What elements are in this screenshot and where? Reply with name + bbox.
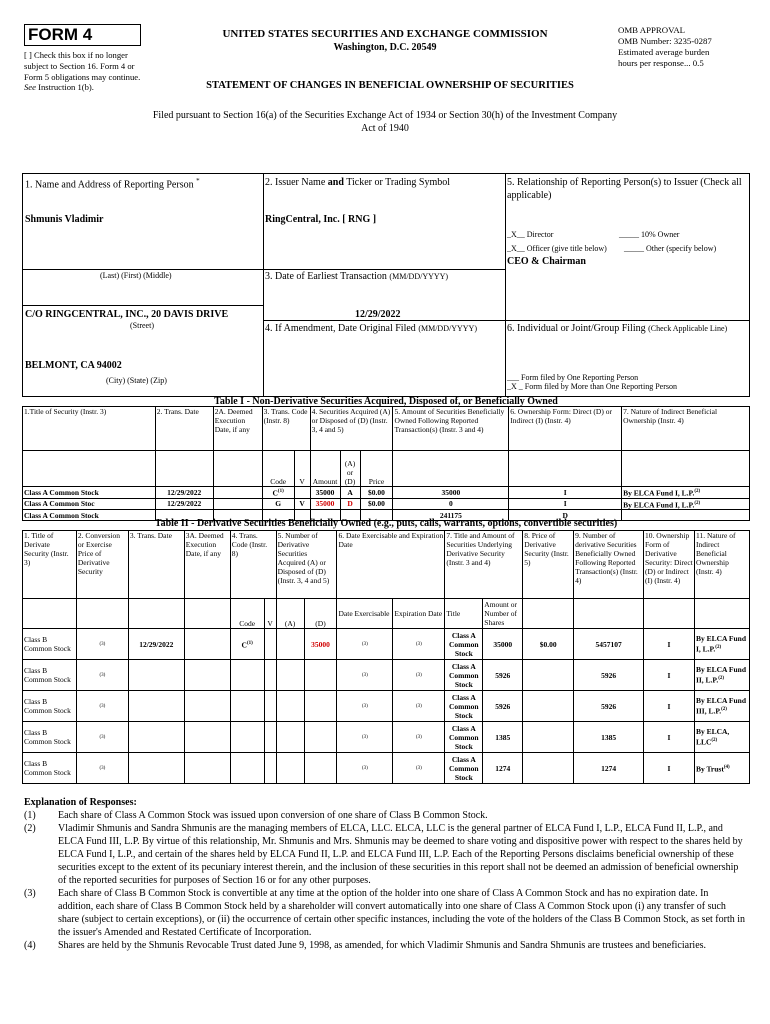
t2-utitle [445,660,483,691]
footnote-ref: (2) [694,500,701,506]
t2-date [128,753,184,784]
t1-h-date: 2. Trans. Date [155,407,213,451]
t2-price [523,629,574,660]
t2-exer-value: (3) [362,765,368,771]
filing-option-one: ___ Form filed by One Reporting Person [507,373,639,382]
reporting-city: BELMONT, CA 94002 [25,360,122,371]
t2-utitle [445,629,483,660]
table-row [23,498,750,510]
t1-code [262,487,294,499]
t2-h-owned: 9. Number of derivative Securities Beneficially Owned Following Reported Transaction(s) (Instr. 4) [574,531,644,599]
t2-price [523,660,574,691]
filed-pursuant: Filed pursuant to Section 16(a) of the Securities Exchange Act of 1934 or Section 30(h) of the Investment Company Act of 1940 [152,110,618,134]
t2-expi [393,629,445,660]
street-caption: (Street) [130,321,154,330]
table1-title: Table I - Non-Derivative Securities Acquired, Disposed of, or Beneficially Owned [214,396,558,407]
t1-nature [622,498,750,510]
note-text: Shares are held by the Shmunis Revocable Trust dated June 9, 1998, as amended, for which Vladimir Shmunis and Sandra Shmunis are trustees and beneficiaries. [58,940,707,951]
t2-v [264,660,276,691]
table1 [22,406,750,521]
t2-owned [574,660,644,691]
box2-label [265,177,450,188]
t2-uamount [483,660,523,691]
t1-date-value: 12/29/2022 [167,499,202,509]
t1-form-value: I [563,487,567,497]
list-item [24,939,746,952]
box4-label [265,323,477,334]
t1-price-value: $0.00 [368,487,385,497]
t2-sub-a: (A) [276,599,304,629]
t2-title-value: Class B Common Stock [24,635,71,653]
box6-label [507,323,747,335]
box2-label-a: 2. Issuer Name [265,177,326,188]
t2-title [23,629,77,660]
t2-price [523,753,574,784]
t1-date [155,498,213,510]
agency-title: UNITED STATES SECURITIES AND EXCHANGE COMMISSION [222,28,548,40]
t1-deemed [213,498,262,510]
t2-code [230,660,264,691]
t1-sub-amount: Amount [310,451,340,487]
t2-code [230,629,264,660]
box6-label-text: 6. Individual or Joint/Group Filing [507,323,646,334]
t2-d [304,660,337,691]
t2-nature [694,753,749,784]
t1-ad-value: D [347,499,353,509]
t2-price-value: $0.00 [539,639,557,649]
t2-exer [337,629,393,660]
statement-title: STATEMENT OF CHANGES IN BENEFICIAL OWNERSHIP OF SECURITIES [206,80,574,91]
t2-deemed [184,660,230,691]
list-item [24,822,746,887]
t2-d [304,691,337,722]
t2-owned [574,629,644,660]
t2-uamount [483,722,523,753]
t2-date [128,629,184,660]
t1-amount-value: 35000 [315,499,335,509]
reporting-person-name: Shmunis Vladimir [25,214,104,225]
t2-a [276,753,304,784]
t1-owned [393,487,509,499]
t2-nature-value: By ELCA Fund II, L.P. [695,665,746,685]
t2-uamount-value: 35000 [493,639,513,649]
t1-amount [310,487,340,499]
t2-h-number: 5. Number of Derivative Securities Acquired (A) or Disposed of (D) (Instr. 3, 4 and 5) [276,531,337,599]
t1-sub-code: Code [262,451,294,487]
t2-title-value: Class B Common Stock [24,759,71,777]
t2-exer-value: (3) [362,734,368,740]
t2-title-value: Class B Common Stock [24,697,71,715]
t2-form-value: I [667,670,671,680]
explanation-section [24,796,746,952]
t2-sub-expiration: Expiration Date [393,599,445,629]
director-option: _X__ Director [507,230,554,239]
t2-utitle-value: Class A Common Stock [449,630,479,658]
t2-conv [76,691,128,722]
t2-utitle [445,753,483,784]
t2-form [644,722,695,753]
t1-form-value: I [563,499,567,509]
t1-code-value: G [275,499,282,509]
omb-line-4: hours per response... 0.5 [618,58,704,68]
t2-a [276,660,304,691]
t2-title [23,753,77,784]
t2-conv [76,660,128,691]
explanation-title: Explanation of Responses: [24,797,137,808]
t2-exer [337,753,393,784]
t1-sub-v: V [294,451,310,487]
t2-uamount-value: 5926 [495,670,511,680]
t2-h-conversion: 2. Conversion or Exercise Price of Derivative Security [76,531,128,599]
t1-title [23,487,156,499]
t2-owned-value: 5457107 [595,639,622,649]
box5-label: 5. Relationship of Reporting Person(s) to Issuer (Check all applicable) [507,177,742,201]
t2-expi [393,660,445,691]
t2-utitle [445,722,483,753]
t2-exer [337,660,393,691]
t2-uamount [483,629,523,660]
note-text: Each share of Class B Common Stock is convertible at any time at the option of the holder into one share of Class A Common Stock and has no expiration date. In addition, each share of Class B Common Stock held by a shareholder will convert automatically into one share of Class A Common Stock upon (i) any transfer of such share (subject to certain exceptions), or (ii) the occurrence of certain other specific instances, including the vote of the holders of the Class B Common Stock, as set forth in the issuer's Amended and Restated Certificate of Incorporation. [58,888,746,938]
t1-h-title: 1.Title of Security (Instr. 3) [23,407,156,451]
t2-sub-amount: Amount or Number of Shares [483,599,523,629]
t2-h-form: 10. Ownership Form of Derivative Security: Direct (D) or Indirect (I) (Instr. 4) [644,531,695,599]
checkbox-note-text: [ ] Check this box if no longer subject to Section 16. Form 4 or Form 5 obligations may continue. [24,50,141,82]
t2-uamount-value: 5926 [495,701,511,711]
t2-conv [76,629,128,660]
t2-sub-title: Title [445,599,483,629]
table-row [23,660,750,691]
t2-h-exercisable: 6. Date Exercisable and Expiration Date [337,531,445,599]
t2-utitle-value: Class A Common Stock [449,723,479,751]
t1-sub-ad: (A) or (D) [340,451,360,487]
t2-expi-value: (3) [415,734,422,740]
t2-expi-value: (3) [415,672,422,678]
t2-form [644,753,695,784]
note-text: Vladimir Shmunis and Sandra Shmunis are the managing members of ELCA, LLC. ELCA, LLC is the general partner of ELCA Fund I, L.P., ELCA Fund II, L.P., and ELCA Fund III, L.P. By virtue of this relationship, Mr. Shmunis and Mrs. Shmunis may be deemed to share voting and dispositive power with respect to the shares held by ELCA Fund I, L.P., and certain of the shares held by ELCA Fund II, L.P. and ELCA Fund III, L.P. Each of the Reporting Persons disclaims beneficial ownership of these securities except to the extent of its pecuniary interest therein, and the inclusion of these securities in this report shall not be deemed an admission of beneficial ownership of the reported securities for purposes of Section 16 or for any other purposes. [58,823,743,886]
other-option: _____ Other (specify below) [624,244,717,253]
box3-label [265,271,448,282]
t2-conv [76,753,128,784]
t1-form-value: D [562,510,568,520]
t2-form-value: I [667,732,671,742]
t1-h-ownership: 6. Ownership Form: Direct (D) or Indirect (I) (Instr. 4) [509,407,622,451]
t1-price-value: $0.00 [368,499,385,509]
t2-v [264,753,276,784]
t2-h-code: 4. Trans. Code (Instr. 8) [230,531,276,599]
t2-nature [694,660,749,691]
omb-line-2: OMB Number: 3235-0287 [618,36,712,46]
t2-deemed [184,722,230,753]
box6-label-small: (Check Applicable Line) [648,324,728,333]
t2-d [304,753,337,784]
omb-line-3: Estimated average burden [618,47,710,57]
filing-option-more: _X _ Form filed by More than One Reporting Person [507,382,677,391]
box1-marker: * [196,177,200,185]
t2-v [264,691,276,722]
t2-form-value: I [667,763,671,773]
t2-uamount [483,691,523,722]
t1-ad [340,498,360,510]
t2-deemed [184,629,230,660]
box4-label-text: 4. If Amendment, Date Original Filed [265,323,416,334]
t1-title-value: Class A Common Stock [24,510,99,520]
t2-v [264,722,276,753]
t2-conv-value: (3) [99,672,106,678]
t2-conv [76,722,128,753]
t2-v [264,629,276,660]
t2-price [523,691,574,722]
t1-date-value: 12/29/2022 [167,487,202,497]
t2-utitle-value: Class A Common Stock [449,692,479,720]
t1-form [509,487,622,499]
t2-date [128,660,184,691]
t2-code [230,691,264,722]
t1-amount-value: 35000 [315,487,335,497]
footnote-ref: (2) [721,707,727,713]
t1-date [155,487,213,499]
city-caption: (City) (State) (Zip) [106,376,167,385]
t2-form-value: I [667,701,671,711]
note-text: Each share of Class A Common Stock was issued upon conversion of one share of Class B Common Stock. [58,810,488,821]
footnote-ref: (2) [718,676,725,682]
t2-owned [574,722,644,753]
t2-code [230,753,264,784]
t2-owned [574,691,644,722]
t2-sub-v: V [264,599,276,629]
t1-deemed [213,487,262,499]
t2-title-value: Class B Common Stock [24,666,71,684]
t1-nature-value: By ELCA Fund I, L.P. [623,488,695,498]
footnote-ref: (1) [277,489,284,494]
t2-expi [393,691,445,722]
t1-ad [340,487,360,499]
box2-label-and: and [327,177,344,188]
t2-exer-value: (3) [362,641,368,647]
note-number: (4) [24,940,36,951]
t1-price [360,487,393,499]
t1-nature [622,487,750,499]
checkbox-note [24,50,154,93]
issuer-name: RingCentral, Inc. [ RNG ] [265,214,377,225]
t1-owned [393,498,509,510]
t1-h-deemed: 2A. Deemed Execution Date, if any [213,407,262,451]
t2-date [128,691,184,722]
t2-form-value: I [667,639,671,649]
t2-conv-value: (3) [99,765,106,771]
t2-owned-value: 1385 [601,732,617,742]
t1-code [262,498,294,510]
t2-sub-d: (D) [304,599,337,629]
t2-nature [694,691,749,722]
instruction-ref: Instruction 1(b). [38,82,94,93]
t2-deemed [184,753,230,784]
t2-sub-exercisable: Date Exercisable [337,599,393,629]
t1-owned-value: 35000 [441,487,461,497]
t1-form [509,498,622,510]
t2-utitle [445,691,483,722]
list-item [24,809,746,822]
t2-expi [393,753,445,784]
t2-expi-value: (3) [415,703,422,709]
t2-owned-value: 5926 [601,670,617,680]
omb-approval [618,25,758,69]
t2-a [276,629,304,660]
list-item [24,887,746,939]
t2-price [523,722,574,753]
t1-v [294,487,310,499]
t1-ad-value: A [347,487,353,497]
t2-title [23,722,77,753]
t2-conv-value: (3) [99,703,106,709]
t2-form [644,660,695,691]
note-number: (1) [24,810,36,821]
t2-form [644,629,695,660]
t2-deemed [184,691,230,722]
t1-owned-value: 0 [449,499,453,509]
note-number: (2) [24,823,36,834]
box4-label-small: (MM/DD/YYYY) [418,324,477,333]
t1-amount [310,498,340,510]
t1-title [23,498,156,510]
t2-uamount-value: 1385 [495,732,511,742]
t2-expi-value: (3) [415,765,422,771]
t2-exer-value: (3) [362,703,368,709]
t1-h-code: 3. Trans. Code (Instr. 8) [262,407,310,451]
t2-uamount [483,753,523,784]
t1-sub-price: Price [360,451,393,487]
t2-nature [694,629,749,660]
t2-owned [574,753,644,784]
see-label: See [24,82,36,93]
table2 [22,530,750,784]
t2-conv-value: (3) [99,734,106,740]
t2-expi [393,722,445,753]
ten-pct-owner-option: _____ 10% Owner [619,230,680,239]
t2-expi-value: (3) [415,641,422,647]
t2-date [128,722,184,753]
footnote-ref: (2) [711,738,718,744]
t2-h-price: 8. Price of Derivative Security (Instr. 5) [523,531,574,599]
footnote-ref: (2) [694,489,701,494]
agency-location: Washington, D.C. 20549 [333,42,437,53]
t2-h-deemed: 3A. Deemed Execution Date, if any [184,531,230,599]
footnote-ref: (1) [246,640,253,646]
t2-h-underlying: 7. Title and Amount of Securities Underlying Derivative Security (Instr. 3 and 4) [445,531,523,599]
t2-nature-value: By ELCA Fund I, L.P. [695,634,746,654]
t1-h-amount: 5. Amount of Securities Beneficially Owned Following Reported Transaction(s) (Instr. 3 and 4) [393,407,509,451]
t2-title-value: Class B Common Stock [24,728,71,746]
table-row [23,629,750,660]
t2-form [644,691,695,722]
t2-owned-value: 1274 [601,763,617,773]
table-row [23,487,750,499]
t2-nature-value: By ELCA, LLC [695,727,730,747]
t2-d [304,629,337,660]
table-row [23,753,750,784]
t2-h-title: 1. Title of Derivate Security (Instr. 3) [23,531,77,599]
t2-conv-value: (3) [99,641,106,647]
t1-nature-value: By ELCA Fund I, L.P. [623,500,695,509]
box1-label-text: 1. Name and Address of Reporting Person [25,179,194,191]
t2-h-nature: 11. Nature of Indirect Beneficial Ownership (Instr. 4) [694,531,749,599]
table-row [23,722,750,753]
officer-title: CEO & Chairman [507,256,586,267]
t2-title [23,660,77,691]
box1-label [25,177,200,190]
t2-exer [337,691,393,722]
t2-date-value: 12/29/2022 [139,639,174,649]
t2-exer [337,722,393,753]
t2-d [304,722,337,753]
t1-v-value: V [299,499,305,509]
box3-label-small: (MM/DD/YYYY) [389,272,449,281]
t2-h-date: 3. Trans. Date [128,531,184,599]
t1-owned-value: 241175 [439,510,462,520]
t2-sub-code: Code [230,599,264,629]
t2-uamount-value: 1274 [495,763,511,773]
note-number: (3) [24,888,36,899]
form-title: FORM 4 [24,24,141,46]
table2-title: Table II - Derivative Securities Beneficially Owned (e.g., puts, calls, warrants, options, convertible securities) [154,518,618,529]
footnote-ref: (2) [715,645,722,651]
t1-h-securities: 4. Securities Acquired (A) or Disposed of (D) (Instr. 3, 4 and 5) [310,407,393,451]
omb-line-1: OMB APPROVAL [618,25,686,35]
reporting-address: C/O RINGCENTRAL, INC., 20 DAVIS DRIVE [25,309,229,320]
footnote-ref: (4) [723,764,730,770]
t2-nature-value: By ELCA Fund III, L.P. [695,696,746,716]
t2-utitle-value: Class A Common Stock [449,661,479,689]
t2-nature [694,722,749,753]
t2-title [23,691,77,722]
t1-code-value: C [272,488,278,498]
t1-price [360,498,393,510]
t2-nature-value: By Trust [695,764,724,774]
officer-option: _X__ Officer (give title below) [507,244,607,253]
earliest-transaction-date: 12/29/2022 [355,309,401,320]
name-caption: (Last) (First) (Middle) [100,271,172,280]
t2-exer-value: (3) [362,672,368,678]
t1-title-value: Class A Common Stock [24,487,99,497]
box3-label-text: 3. Date of Earliest Transaction [265,271,387,282]
t2-owned-value: 5926 [601,701,617,711]
t1-title-value: Class A Common Stoc [24,499,95,509]
t1-h-nature: 7. Nature of Indirect Beneficial Ownership (Instr. 4) [622,407,750,451]
t2-d-value: 35000 [311,639,330,649]
box2-label-b: Ticker or Trading Symbol [346,177,451,188]
t2-code [230,722,264,753]
t2-utitle-value: Class A Common Stock [449,754,479,782]
table-row [23,691,750,722]
t2-a [276,691,304,722]
t1-v [294,498,310,510]
t2-code-value: C [241,640,247,650]
t2-a [276,722,304,753]
